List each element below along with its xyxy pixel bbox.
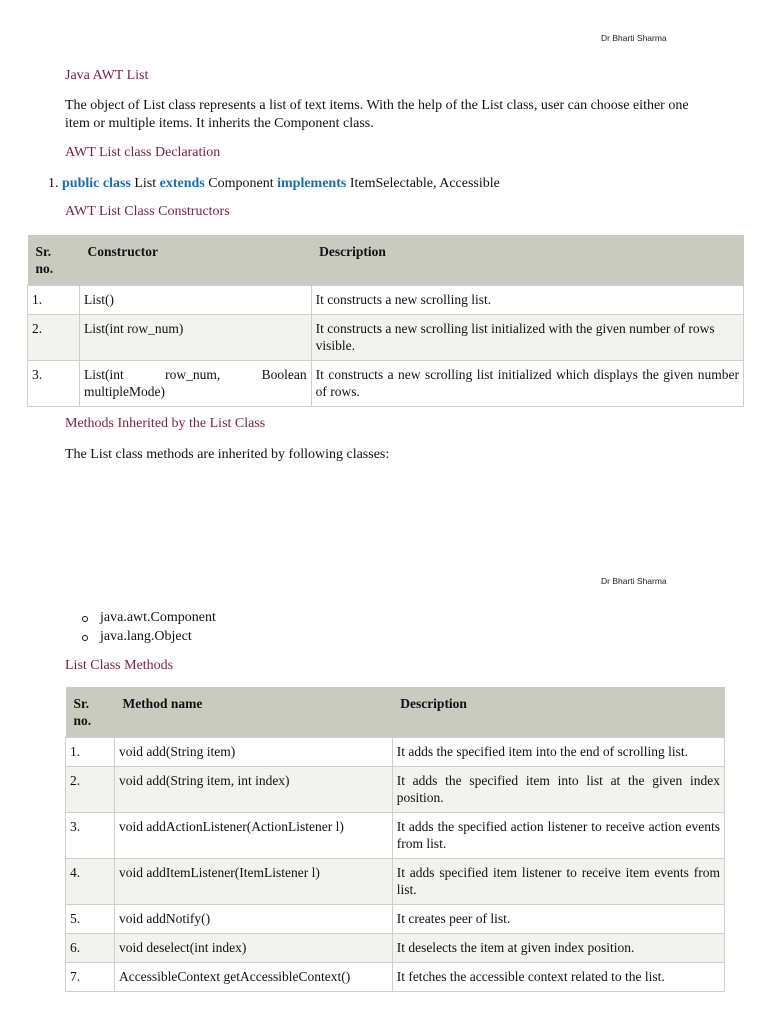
table-row: [66, 766, 725, 812]
table-cell: 6.: [66, 933, 115, 962]
methods-heading: List Class Methods: [65, 658, 174, 673]
column-header: Constructor: [79, 235, 311, 285]
table-cell: 5.: [66, 904, 115, 933]
table-cell: 2.: [28, 314, 80, 360]
constructors-heading: AWT List Class Constructors: [65, 204, 230, 219]
table-cell: 1.: [66, 737, 115, 766]
table-cell: 3.: [66, 812, 115, 858]
table-cell: It adds the specified item into the end of scrolling list.: [392, 737, 724, 766]
page-author: Dr Bharti Sharma: [601, 576, 667, 586]
table-cell: List(int row_num, Boolean multipleMode): [79, 360, 311, 406]
intro-paragraph: The object of List class represents a list of text items. With the help of the List class, user can choose either one item or multiple items. It inherits the Component class.: [65, 98, 689, 131]
table-row: [66, 812, 725, 858]
column-header: Description: [392, 687, 724, 737]
table-row: [66, 933, 725, 962]
table-row: [66, 962, 725, 991]
table-header-row: [28, 235, 744, 285]
parent-class: Component: [208, 176, 274, 191]
table-cell: 7.: [66, 962, 115, 991]
table-row: [28, 314, 744, 360]
keyword-extends: extends: [159, 176, 205, 191]
inherited-text: The List class methods are inherited by following classes:: [65, 447, 390, 462]
declaration-number: 1.: [48, 176, 59, 191]
table-cell: It deselects the item at given index position.: [392, 933, 724, 962]
methods-table: [65, 687, 725, 992]
table-cell: It constructs a new scrolling list.: [311, 285, 743, 314]
page-title: Java AWT List: [65, 68, 149, 83]
table-cell: void add(String item, int index): [114, 766, 392, 812]
keyword-public-class: public class: [62, 176, 131, 191]
table-row: [66, 737, 725, 766]
bullet-circle-icon: [82, 635, 88, 641]
table-header-row: [66, 687, 725, 737]
table-cell: void add(String item): [114, 737, 392, 766]
table-cell: void addActionListener(ActionListener l): [114, 812, 392, 858]
declaration-line: [48, 175, 500, 193]
table-row: [28, 285, 744, 314]
table-cell: It constructs a new scrolling list initialized which displays the given number of rows.: [311, 360, 743, 406]
list-item: java.awt.Component: [82, 608, 216, 627]
table-cell: List(): [79, 285, 311, 314]
page-author: Dr Bharti Sharma: [601, 33, 667, 43]
table-cell: It constructs a new scrolling list initialized with the given number of rows visible.: [311, 314, 743, 360]
table-cell: It adds specified item listener to receive item events from list.: [392, 858, 724, 904]
table-cell: It adds the specified item into list at the given index position.: [392, 766, 724, 812]
table-cell: void addNotify(): [114, 904, 392, 933]
class-name: List: [134, 176, 157, 191]
table-cell: It adds the specified action listener to receive action events from list.: [392, 812, 724, 858]
table-cell: It fetches the accessible context related to the list.: [392, 962, 724, 991]
table-cell: 3.: [28, 360, 80, 406]
constructors-table: [27, 235, 744, 407]
table-cell: 4.: [66, 858, 115, 904]
column-header: Description: [311, 235, 743, 285]
table-cell: AccessibleContext getAccessibleContext(): [114, 962, 392, 991]
inherited-heading: Methods Inherited by the List Class: [65, 416, 266, 431]
column-header: Sr. no.: [28, 235, 80, 285]
table-cell: It creates peer of list.: [392, 904, 724, 933]
table-cell: void deselect(int index): [114, 933, 392, 962]
table-cell: List(int row_num): [79, 314, 311, 360]
table-row: [66, 904, 725, 933]
interfaces: ItemSelectable, Accessible: [349, 176, 500, 191]
table-cell: 1.: [28, 285, 80, 314]
table-row: [66, 858, 725, 904]
bullet-circle-icon: [82, 616, 88, 622]
column-header: Sr. no.: [66, 687, 115, 737]
table-cell: 2.: [66, 766, 115, 812]
list-item: java.lang.Object: [82, 627, 216, 646]
keyword-implements: implements: [277, 176, 347, 191]
column-header: Method name: [114, 687, 392, 737]
declaration-heading: AWT List class Declaration: [65, 145, 221, 160]
table-cell: void addItemListener(ItemListener l): [114, 858, 392, 904]
inherited-classes-list: [82, 608, 216, 646]
table-row: [28, 360, 744, 406]
